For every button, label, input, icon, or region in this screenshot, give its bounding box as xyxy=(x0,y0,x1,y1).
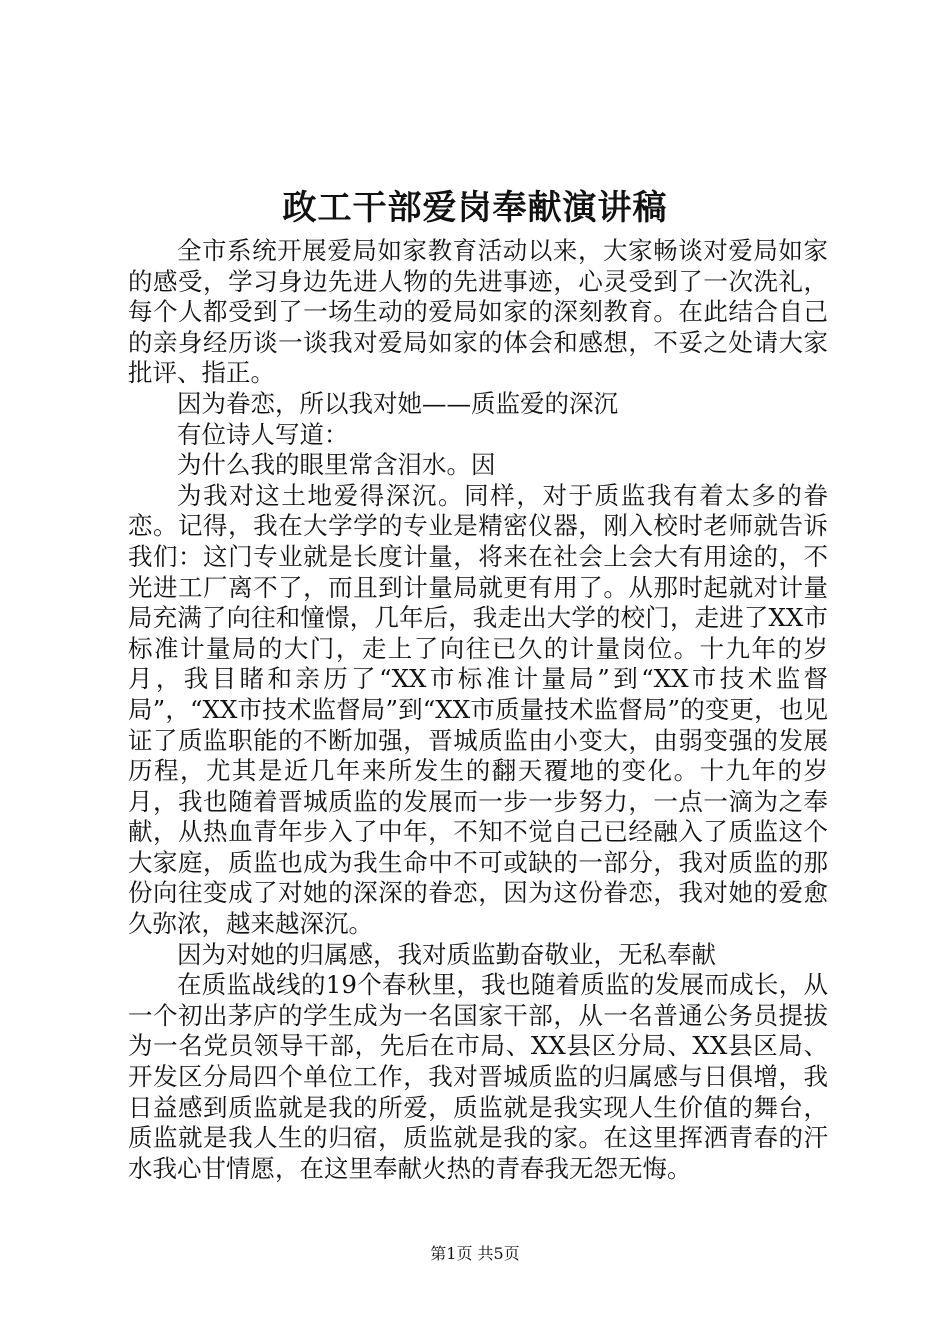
paragraph-intro: 全市系统开展爱局如家教育活动以来，大家畅谈对爱局如家的感受，学习身边先进人物的先进事迹，心灵受到了一次洗礼，每个人都受到了一场生动的爱局如家的深刻教育。在此结合自己的亲身经历谈一谈我对爱局如家的体会和感想，不妥之处请大家批评、指正。 xyxy=(128,236,828,388)
paragraph-poem-line: 为什么我的眼里常含泪水。因 xyxy=(177,450,496,480)
document-body xyxy=(128,236,828,1184)
paragraph-poet: 有位诗人写道： xyxy=(177,419,349,449)
paragraph-dedication: 在质监战线的19个春秋里，我也随着质监的发展而成长，从一个初出茅庐的学生成为一名国家干部，从一名普通公务员提拔为一名党员领导干部，先后在市局、XX县区分局、XX县区局、开发区分局四个单位工作，我对晋城质监的归属感与日俱增，我日益感到质监就是我的所爱，质监就是我实现人生价值的舞台，质监就是我人生的归宿，质监就是我的家。在这里挥洒青春的汗水我心甘情愿，在这里奉献火热的青春我无怨无悔。 xyxy=(128,970,828,1183)
section-heading-1: 因为眷恋，所以我对她——质监爱的深沉 xyxy=(177,388,618,418)
paragraph-love-deep: 为我对这土地爱得深沉。同样，对于质监我有着太多的眷恋。记得，我在大学学的专业是精密仪器，刚入校时老师就告诉我们：这门专业就是长度计量，将来在社会上会大有用途的，不光进工厂离不了，而且到计量局就更有用了。从那时起就对计量局充满了向往和憧憬，几年后，我走出大学的校门，走进了XX市标准计量局的大门，走上了向往已久的计量岗位。十九年的岁月，我目睹和亲历了“XX市标准计量局”到“XX市技术监督局”，“XX市技术监督局”到“XX市质量技术监督局”的变更，也见证了质监职能的不断加强，晋城质监由小变大，由弱变强的发展历程，尤其是近几年来所发生的翻天覆地的变化。十九年的岁月，我也随着晋城质监的发展而一步一步努力，一点一滴为之奉献，从热血青年步入了中年，不知不觉自己已经融入了质监这个大家庭，质监也成为我生命中不可或缺的一部分，我对质监的那份向往变成了对她的深深的眷恋，因为这份眷恋，我对她的爱愈久弥浓，越来越深沉。 xyxy=(128,480,828,939)
document-title: 政工干部爱岗奉献演讲稿 xyxy=(282,188,668,228)
section-heading-2: 因为对她的归属感，我对质监勤奋敬业，无私奉献 xyxy=(177,939,716,969)
page-footer: 第1页 共5页 xyxy=(430,1244,520,1263)
